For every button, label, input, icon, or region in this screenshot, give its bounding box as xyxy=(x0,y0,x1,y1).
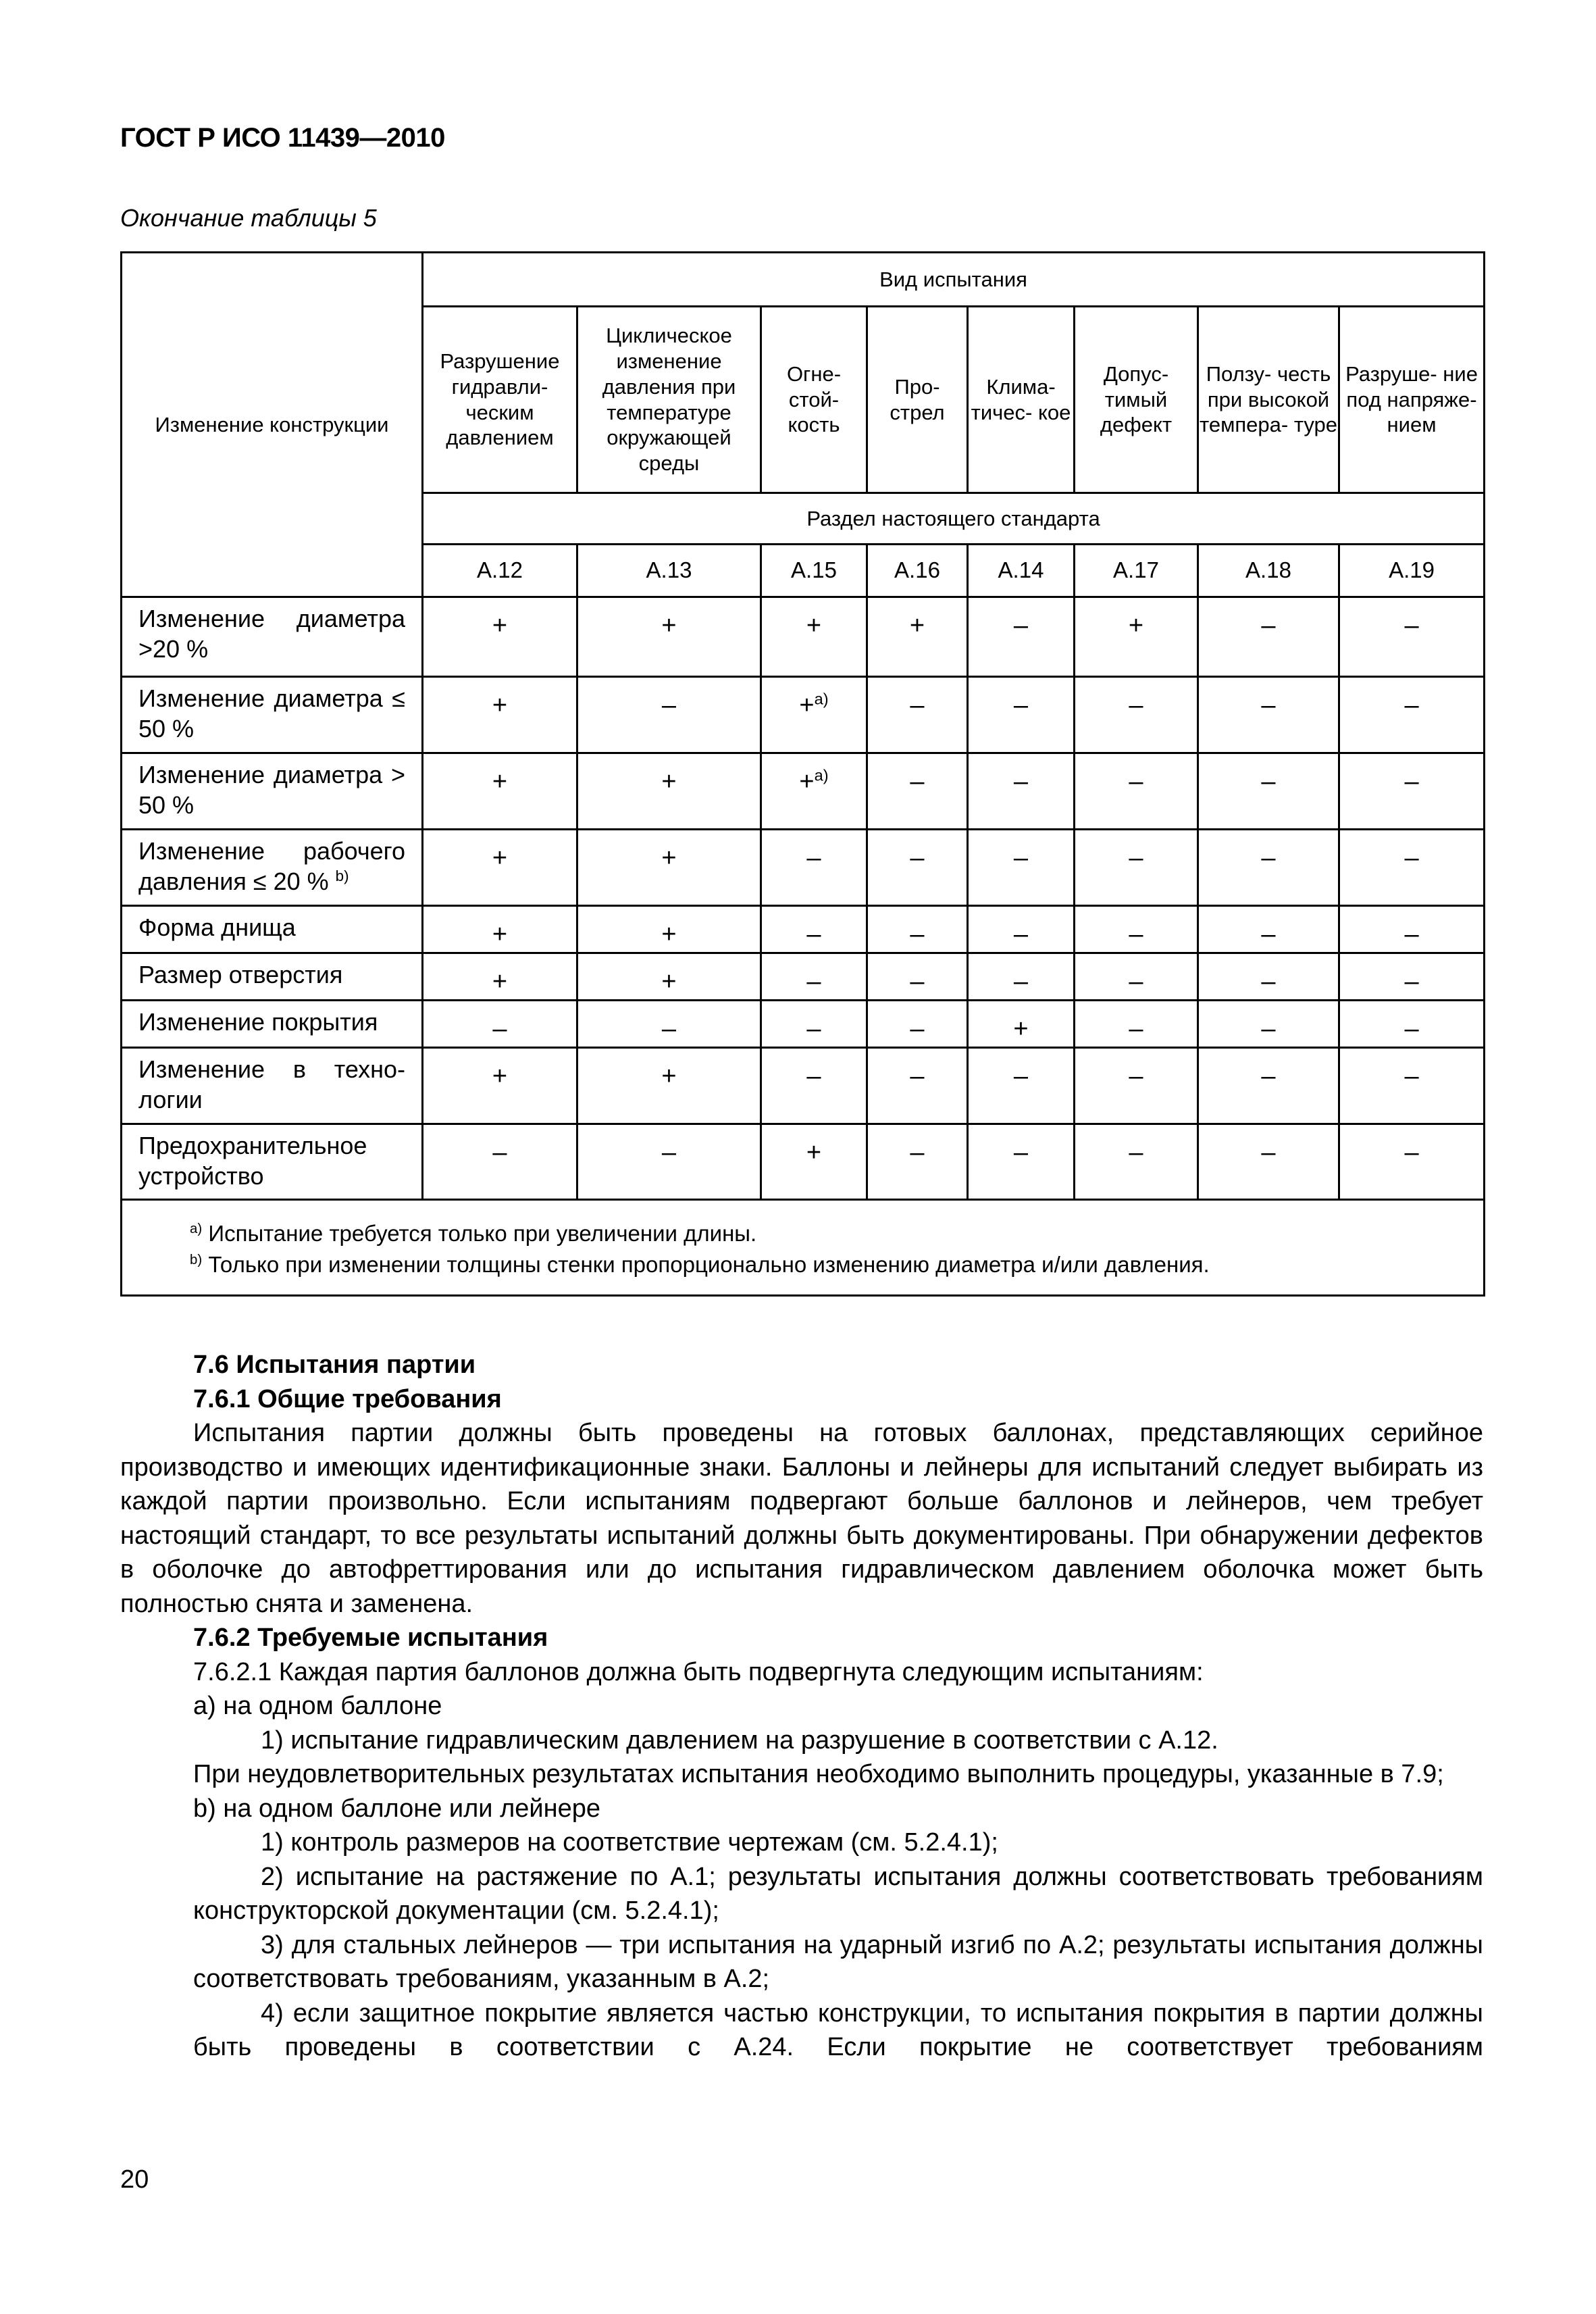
table-row xyxy=(122,830,1485,906)
table-cell: + xyxy=(423,597,577,677)
table-cell: – xyxy=(1075,906,1198,953)
table-row xyxy=(122,1001,1485,1048)
table-cell: – xyxy=(867,953,968,1001)
item-a1: 1) испытание гидравлическим давлением на разрушение в соответствии с А.12. xyxy=(261,1726,1218,1755)
table-cell: – xyxy=(1198,953,1339,1001)
paragraph-general: Испытания партии должны быть проведены на готовых баллонах, представляющих серийное производство и имеющих идентификационные знаки. Баллоны и лейнеры для испытаний следует выбирать из каждой партии произвольно. Если испытаниям подвергают больше баллонов и лейнеров, чем требует настоящий стандарт, то все результаты испытаний должны быть документированы. При обнаружении дефектов в оболочке до автофреттирования или до испытания гидравлическом давлением оболочка может быть полностью снята и заменена. xyxy=(120,1419,1483,1618)
heading-7-6-1: 7.6.1 Общие требования xyxy=(193,1384,502,1413)
corner-header: Изменение конструкции xyxy=(122,253,423,597)
table-cell: – xyxy=(1075,1048,1198,1124)
row-label-text: Изменение рабочего давления ≤ 20 % xyxy=(138,837,405,895)
table-row xyxy=(122,953,1485,1001)
table-cell: – xyxy=(761,830,867,906)
table-cell: – xyxy=(1339,906,1485,953)
table-cell: + xyxy=(577,1048,761,1124)
table-cell: – xyxy=(968,677,1075,753)
column-header: Ползу- честь при высокой темпера- туре xyxy=(1198,307,1339,493)
table-cell: – xyxy=(1075,677,1198,753)
table-cell: – xyxy=(1198,1124,1339,1200)
table-cell: – xyxy=(1339,597,1485,677)
table-cell: – xyxy=(1339,1124,1485,1200)
table-cell: + xyxy=(761,597,867,677)
heading-7-6-2: 7.6.2 Требуемые испытания xyxy=(193,1624,548,1652)
table-cell: – xyxy=(761,1048,867,1124)
table-cell: – xyxy=(1339,1001,1485,1048)
table-cell: – xyxy=(1198,830,1339,906)
table-cell: + xyxy=(423,953,577,1001)
column-header: Огне- стой- кость xyxy=(761,307,867,493)
row-label xyxy=(122,953,423,1001)
table-cell: – xyxy=(577,677,761,753)
table-cell xyxy=(761,677,867,753)
table-cell: – xyxy=(968,953,1075,1001)
table-cell: – xyxy=(867,677,968,753)
cell-value: + xyxy=(799,691,815,720)
table-cell: – xyxy=(423,1124,577,1200)
table-cell: + xyxy=(423,830,577,906)
row-label-text: Изменение диаметра >20 % xyxy=(138,605,405,663)
table-notes xyxy=(122,1200,1485,1296)
footnote-mark: a) xyxy=(814,690,829,708)
table-cell: – xyxy=(867,1048,968,1124)
row-label-text: Изменение в техно- логии xyxy=(138,1055,405,1113)
row-label xyxy=(122,1001,423,1048)
row-label-text: Форма днища xyxy=(138,913,296,941)
footnote-mark: b) xyxy=(190,1252,203,1268)
row-label xyxy=(122,597,423,677)
item-b1: 1) контроль размеров на соответствие чертежам (см. 5.2.4.1); xyxy=(261,1828,998,1857)
heading-7-6: 7.6 Испытания партии xyxy=(193,1351,476,1379)
item-b2: 2) испытание на растяжение по А.1; результаты испытания должны соответствовать требованиям конструкторской документации (см. 5.2.4.1); xyxy=(193,1862,1483,1925)
row-label xyxy=(122,906,423,953)
row-label xyxy=(122,677,423,753)
row-label xyxy=(122,1124,423,1200)
footnote-mark: a) xyxy=(190,1221,203,1236)
table-cell: – xyxy=(968,753,1075,830)
section-cell: А.14 xyxy=(968,545,1075,597)
group-header: Вид испытания xyxy=(423,253,1485,307)
table-cell: – xyxy=(1075,1001,1198,1048)
column-header: Циклическое изменение давления при температуре окружающей среды xyxy=(577,307,761,493)
item-a: а) на одном баллоне xyxy=(193,1692,442,1720)
table-cell: – xyxy=(577,1001,761,1048)
column-header: Про- стрел xyxy=(867,307,968,493)
table-cell: – xyxy=(761,906,867,953)
row-label-text: Изменение покрытия xyxy=(138,1008,378,1036)
column-header: Клима- тичес- кое xyxy=(968,307,1075,493)
table-cell: – xyxy=(968,1048,1075,1124)
table-cell: – xyxy=(1339,1048,1485,1124)
paragraph-7-6-2-1: 7.6.2.1 Каждая партия баллонов должна быть подвергнута следующим испытаниям: xyxy=(193,1657,1204,1686)
table-cell: + xyxy=(577,953,761,1001)
table-row xyxy=(122,1124,1485,1200)
page-number: 20 xyxy=(120,2165,149,2194)
table-cell: – xyxy=(968,1124,1075,1200)
table-cell: – xyxy=(968,830,1075,906)
row-label-text: Изменение диаметра ≤ 50 % xyxy=(138,684,405,743)
table-row xyxy=(122,753,1485,830)
table-cell: – xyxy=(1198,906,1339,953)
row-label-text: Размер отверстия xyxy=(138,961,343,988)
table-row xyxy=(122,597,1485,677)
row-label xyxy=(122,1048,423,1124)
paragraph-unsatisfactory: При неудовлетворительных результатах испытания необходимо выполнить процедуры, указанные в 7.9; xyxy=(193,1760,1444,1788)
table-cell: + xyxy=(577,753,761,830)
row-label-text: Предохранительное устройство xyxy=(138,1132,367,1190)
item-b: b) на одном баллоне или лейнере xyxy=(193,1794,601,1823)
table-cell: – xyxy=(761,1001,867,1048)
table-cell: – xyxy=(968,906,1075,953)
table-cell: + xyxy=(423,906,577,953)
table-cell: – xyxy=(1198,1048,1339,1124)
table-row xyxy=(122,906,1485,953)
table-cell: – xyxy=(1075,953,1198,1001)
table-cell: – xyxy=(1075,830,1198,906)
table-cell: – xyxy=(1075,1124,1198,1200)
cell-value: + xyxy=(799,768,815,796)
section-cell: А.12 xyxy=(423,545,577,597)
section-header: Раздел настоящего стандарта xyxy=(423,493,1485,545)
table-row xyxy=(122,1048,1485,1124)
row-label-text: Изменение диаметра > 50 % xyxy=(138,761,405,819)
table-cell: – xyxy=(423,1001,577,1048)
table-cell: – xyxy=(1198,1001,1339,1048)
table-cell: – xyxy=(1198,677,1339,753)
test-table xyxy=(120,251,1485,1297)
footnote-text: Испытание требуется только при увеличении длины. xyxy=(202,1221,757,1246)
column-header: Разруше- ние под напряже- нием xyxy=(1339,307,1485,493)
footnote-mark: a) xyxy=(814,766,829,784)
body-text xyxy=(120,1348,1483,2065)
column-header: Разрушение гидравли- ческим давлением xyxy=(423,307,577,493)
table-cell: + xyxy=(761,1124,867,1200)
table-cell: + xyxy=(423,753,577,830)
section-cell: А.17 xyxy=(1075,545,1198,597)
table-cell: – xyxy=(867,753,968,830)
table-cell: + xyxy=(577,906,761,953)
footnote xyxy=(190,1218,1483,1249)
table-cell: + xyxy=(867,597,968,677)
footnote xyxy=(190,1249,1483,1280)
document-code: ГОСТ Р ИСО 11439—2010 xyxy=(120,123,445,153)
table-cell: – xyxy=(867,1001,968,1048)
table-cell xyxy=(761,753,867,830)
table-cell: – xyxy=(1339,830,1485,906)
table-cell: – xyxy=(1075,753,1198,830)
table-cell: + xyxy=(577,597,761,677)
table-cell: – xyxy=(761,953,867,1001)
table-cell: – xyxy=(1198,753,1339,830)
footnote-mark: b) xyxy=(335,867,349,884)
table-cell: – xyxy=(1339,677,1485,753)
table-cell: – xyxy=(968,597,1075,677)
section-cell: А.19 xyxy=(1339,545,1485,597)
column-header: Допус- тимый дефект xyxy=(1075,307,1198,493)
table-cell: – xyxy=(1198,597,1339,677)
table-cell: + xyxy=(968,1001,1075,1048)
section-cell: А.18 xyxy=(1198,545,1339,597)
item-b4: 4) если защитное покрытие является частью конструкции, то испытания покрытия в партии должны быть проведены в соответствии с А.24. Если покрытие не соответствует требованиям xyxy=(193,1998,1483,2061)
row-label xyxy=(122,753,423,830)
table-cell: – xyxy=(1339,953,1485,1001)
footnote-text: Только при изменении толщины стенки пропорционально изменению диаметра и/или давления. xyxy=(202,1252,1210,1278)
item-b3: 3) для стальных лейнеров — три испытания на ударный изгиб по А.2; результаты испытания должны соответствовать требованиям, указанным в А.2; xyxy=(193,1930,1483,1993)
table-cell: + xyxy=(423,1048,577,1124)
table-cell: – xyxy=(867,1124,968,1200)
table-cell: – xyxy=(577,1124,761,1200)
section-cell: А.15 xyxy=(761,545,867,597)
table-cell: – xyxy=(867,906,968,953)
section-cell: А.13 xyxy=(577,545,761,597)
table-cell: – xyxy=(867,830,968,906)
table-cell: + xyxy=(1075,597,1198,677)
table-caption: Окончание таблицы 5 xyxy=(120,204,377,232)
table-row xyxy=(122,677,1485,753)
row-label xyxy=(122,830,423,906)
section-cell: А.16 xyxy=(867,545,968,597)
table-cell: – xyxy=(1339,753,1485,830)
table-cell: + xyxy=(423,677,577,753)
table-cell: + xyxy=(577,830,761,906)
